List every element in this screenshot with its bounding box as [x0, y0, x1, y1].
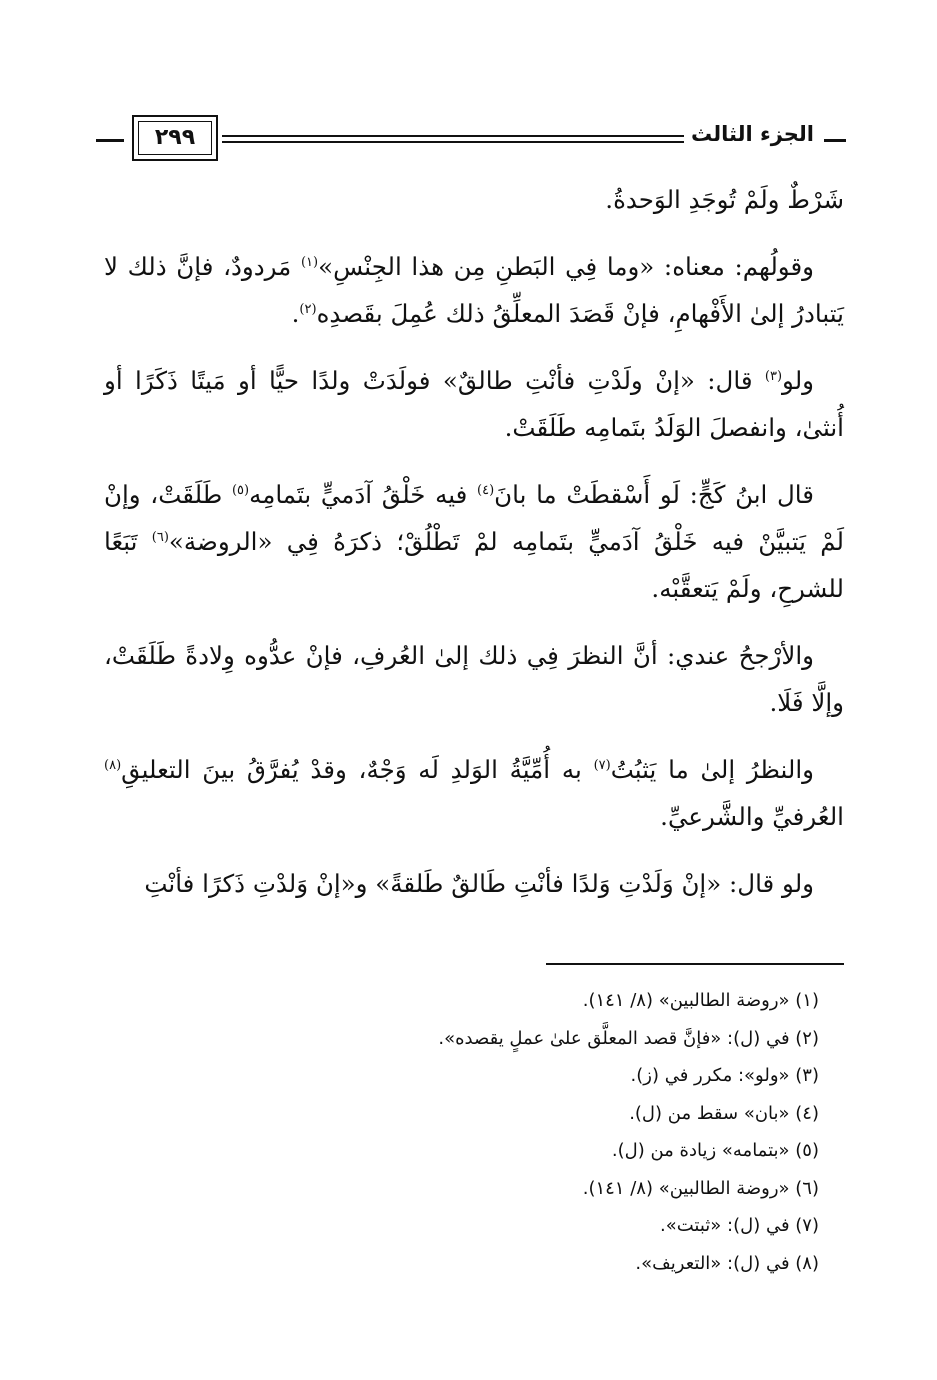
- footnote: (٨) في (ل): «التعريف».: [635, 1252, 819, 1274]
- footnote-ref: (٧): [593, 757, 611, 773]
- main-text: [104, 176, 844, 927]
- footnote: (٧) في (ل): «ثبتت».: [660, 1215, 819, 1236]
- paragraph-text: تَبَعًا للشرحِ، ولَمْ يَتعقَّبْه.: [104, 527, 844, 603]
- footnote: (٥) «بتمامه» زيادة من (ل).: [611, 1140, 819, 1161]
- paragraph-text: وقولُهم: معناه: «وما فِي البَطنِ مِن هذا الجِنْسِ»: [318, 252, 814, 281]
- footnote-ref: (١): [300, 254, 319, 270]
- page-number-frame: [132, 115, 218, 161]
- footnotes: [219, 982, 819, 1282]
- footnote: (٦) «روضة الطالبين» (٨/ ١٤١).: [582, 1177, 819, 1199]
- header-dash: [824, 139, 846, 142]
- footnote-ref: (٨): [104, 757, 122, 773]
- paragraph: [104, 471, 844, 612]
- paragraph-text: مَردودٌ، فإنَّ ذلك لا يَتبادرُ إلىٰ الأَفْهامِ، فإنْ قَصَدَ المعلِّقُ ذلك عُمِلَ بقَصدِه: [104, 252, 844, 328]
- paragraph-text: قال: «إنْ ولَدْتِ فأنْتِ طالقٌ» فولَدَتْ ولدًا حيًّا أو مَيتًا ذَكَرًا أو أُنثىٰ، وانفصلَ الوَلَدُ بتَمامِه طَلَقَتْ.: [104, 366, 844, 442]
- footnote-ref: (٤): [477, 482, 495, 498]
- footnote: (٢) في (ل): «فإنَّ قصد المعلَّق علىٰ عملٍ يقصده».: [438, 1027, 819, 1049]
- footnote: (٣) «ولو»: مكرر في (ز).: [630, 1065, 819, 1086]
- paragraph-text: به أُمِّيَّةُ الوَلدِ لَه وَجْهٌ، وقدْ يُفرَّقُ بينَ التعليقِ: [121, 755, 594, 784]
- running-title: الجزء الثالث: [691, 122, 814, 146]
- page-header: [96, 112, 846, 172]
- paragraph-text: والنظرُ إلىٰ ما يَثبُتُ: [610, 755, 814, 784]
- footnote-ref: (٦): [151, 529, 169, 545]
- header-dash: [96, 139, 124, 142]
- paragraph: [104, 632, 844, 726]
- paragraph-text: ولو قال: «إنْ وَلَدْتِ وَلدًا فأنْتِ طَالقٌ طَلقةً» و«إنْ وَلدْتِ ذَكرًا فأنْتِ: [144, 869, 814, 898]
- paragraph-text: .: [291, 299, 300, 328]
- footnote-ref: (٥): [231, 482, 250, 498]
- paragraph-text: والأرْجحُ عندي: أنَّ النظرَ فِي ذلك إلىٰ العُرفِ، فإنْ عدُّوه وِلادةً طَلَقَتْ، وإلَّا فَلَا.: [104, 641, 844, 717]
- paragraph-text: فيه خَلْقُ آدَميٍّ بتَمامِه: [249, 480, 478, 509]
- footnote-ref: (٣): [764, 368, 783, 384]
- header-rule: [222, 135, 684, 143]
- footnote: (١) «روضة الطالبين» (٨/ ١٤١).: [582, 990, 819, 1011]
- paragraph: [104, 357, 844, 451]
- paragraph: [104, 746, 844, 840]
- paragraph: [104, 243, 844, 337]
- footnote-ref: (٢): [299, 301, 317, 317]
- paragraph-text: شَرْطٌ ولَمْ تُوجَدِ الوَحدةُ.: [605, 185, 844, 214]
- paragraph-text: طَلَقَتْ، وإنْ لَمْ يَتبيَّنْ فيه خَلْقُ آدَميٍّ بتَمامِه لمْ تَطْلُقْ؛ ذكرَهُ فِي «الروضة»: [104, 480, 844, 556]
- page-number: ٢٩٩: [154, 125, 196, 150]
- footnote-separator: [546, 963, 844, 965]
- paragraph-text: قال ابنُ كَجٍّ: لَو أَسْقطَتْ ما بانَ: [494, 480, 814, 509]
- paragraph-text: العُرفيِّ والشَّرعيِّ.: [660, 802, 844, 831]
- paragraph: [104, 176, 844, 223]
- paragraph: [104, 860, 844, 907]
- paragraph-text: ولو: [782, 366, 814, 395]
- footnote: (٤) «بان» سقط من (ل).: [629, 1102, 819, 1124]
